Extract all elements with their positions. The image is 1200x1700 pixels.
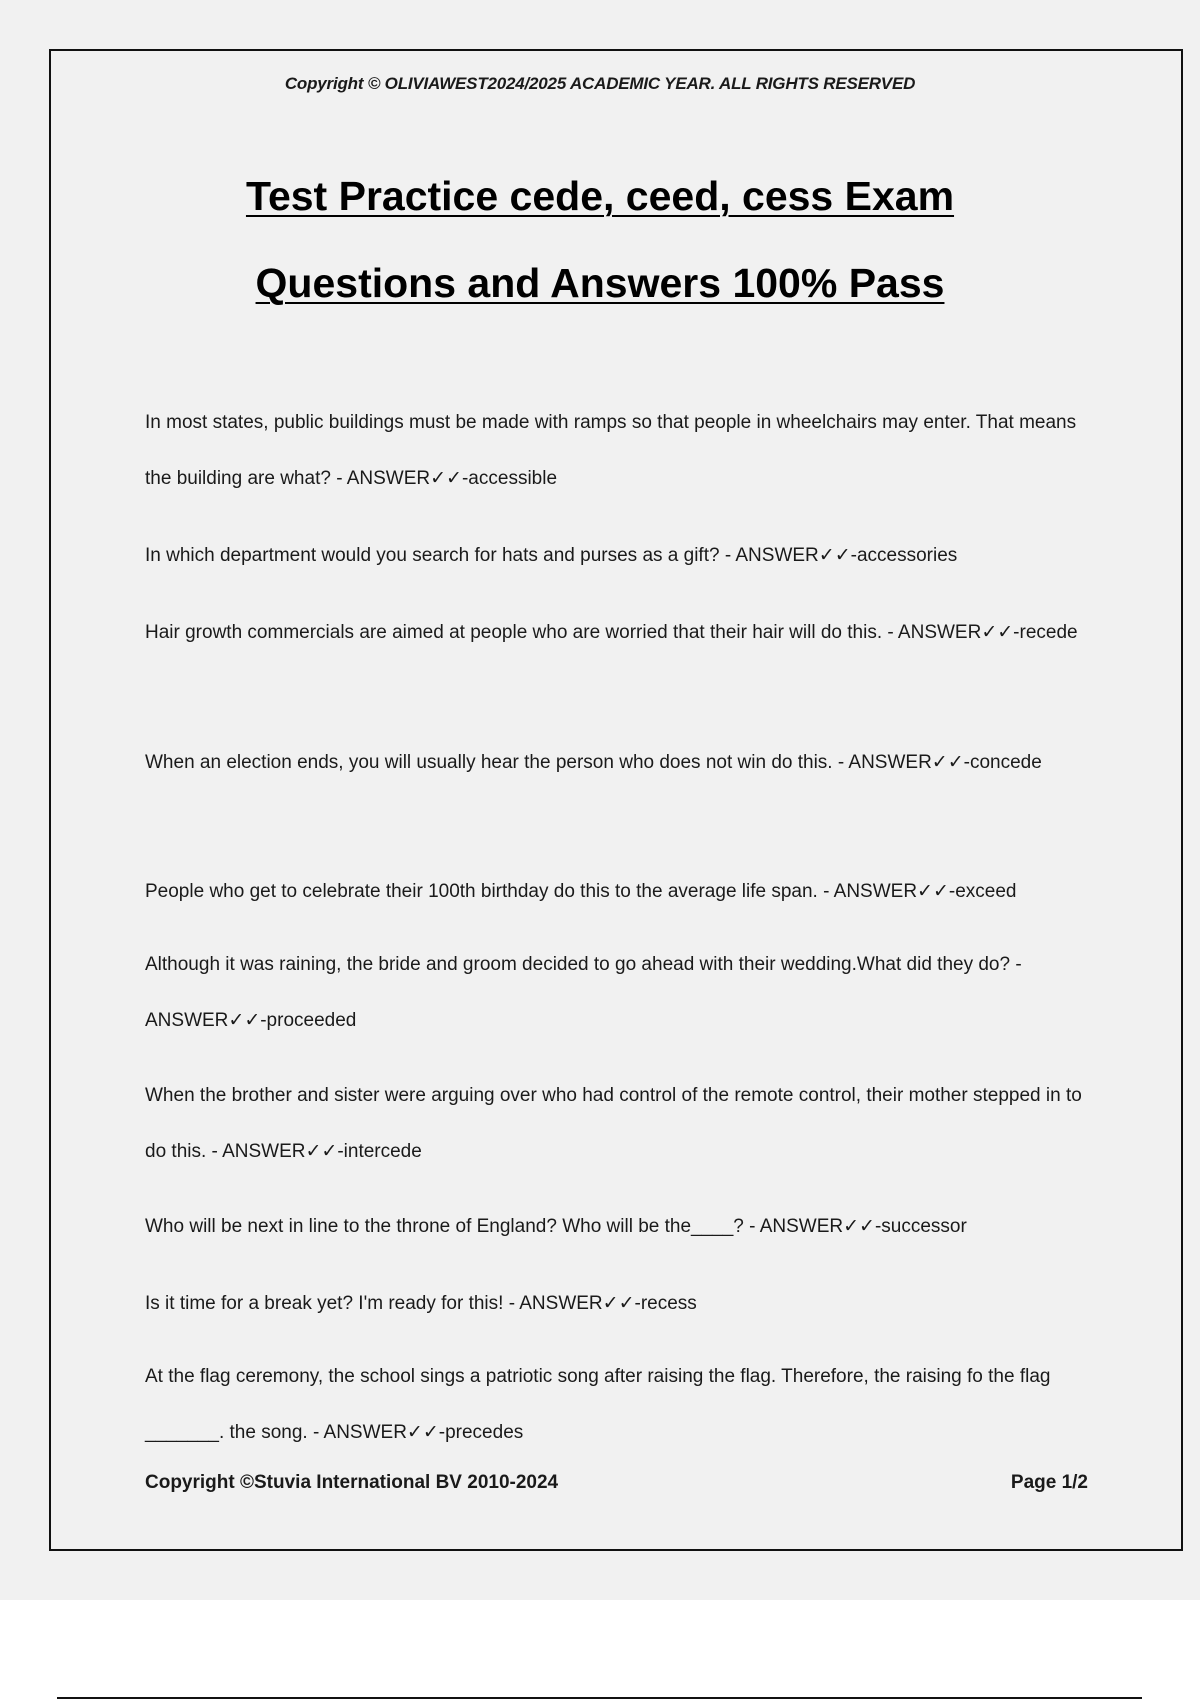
qa-item: Hair growth commercials are aimed at people who are worried that their hair will do this. - ANSWER✓✓-recede (145, 622, 1078, 643)
qa-item: Is it time for a break yet? I'm ready for this! - ANSWER✓✓-recess (145, 1293, 697, 1314)
document-title-line-2: Questions and Answers 100% Pass (255, 260, 945, 306)
qa-item: When the brother and sister were arguing over who had control of the remote control, their mother stepped in to do this. - ANSWER✓✓-intercede (145, 1085, 1082, 1162)
qa-item: People who get to celebrate their 100th birthday do this to the average life span. - ANSWER✓✓-exceed (145, 881, 1017, 902)
qa-item: Who will be next in line to the throne of England? Who will be the____? - ANSWER✓✓-successor (145, 1216, 967, 1237)
next-page-divider (57, 1697, 1142, 1699)
footer-copyright: Copyright ©Stuvia International BV 2010-2024 (145, 1472, 559, 1493)
header-copyright: Copyright © OLIVIAWEST2024/2025 ACADEMIC YEAR. ALL RIGHTS RESERVED (284, 74, 916, 93)
document-title-line-1: Test Practice cede, ceed, cess Exam (245, 173, 955, 219)
qa-item: In most states, public buildings must be made with ramps so that people in wheelchairs may enter. That means the building are what? - ANSWER✓✓-accessible (145, 412, 1077, 489)
qa-item: At the flag ceremony, the school sings a patriotic song after raising the flag. Therefore, the raising fo the flag _______. the song. - ANSWER✓✓-precedes (145, 1366, 1051, 1443)
page-number: Page 1/2 (1010, 1472, 1088, 1493)
qa-item: In which department would you search for hats and purses as a gift? - ANSWER✓✓-accessories (145, 545, 958, 566)
qa-item: When an election ends, you will usually hear the person who does not win do this. - ANSWER✓✓-concede (145, 752, 1042, 773)
qa-item: Although it was raining, the bride and groom decided to go ahead with their wedding.What did they do? - ANSWER✓✓-proceeded (145, 954, 1022, 1031)
